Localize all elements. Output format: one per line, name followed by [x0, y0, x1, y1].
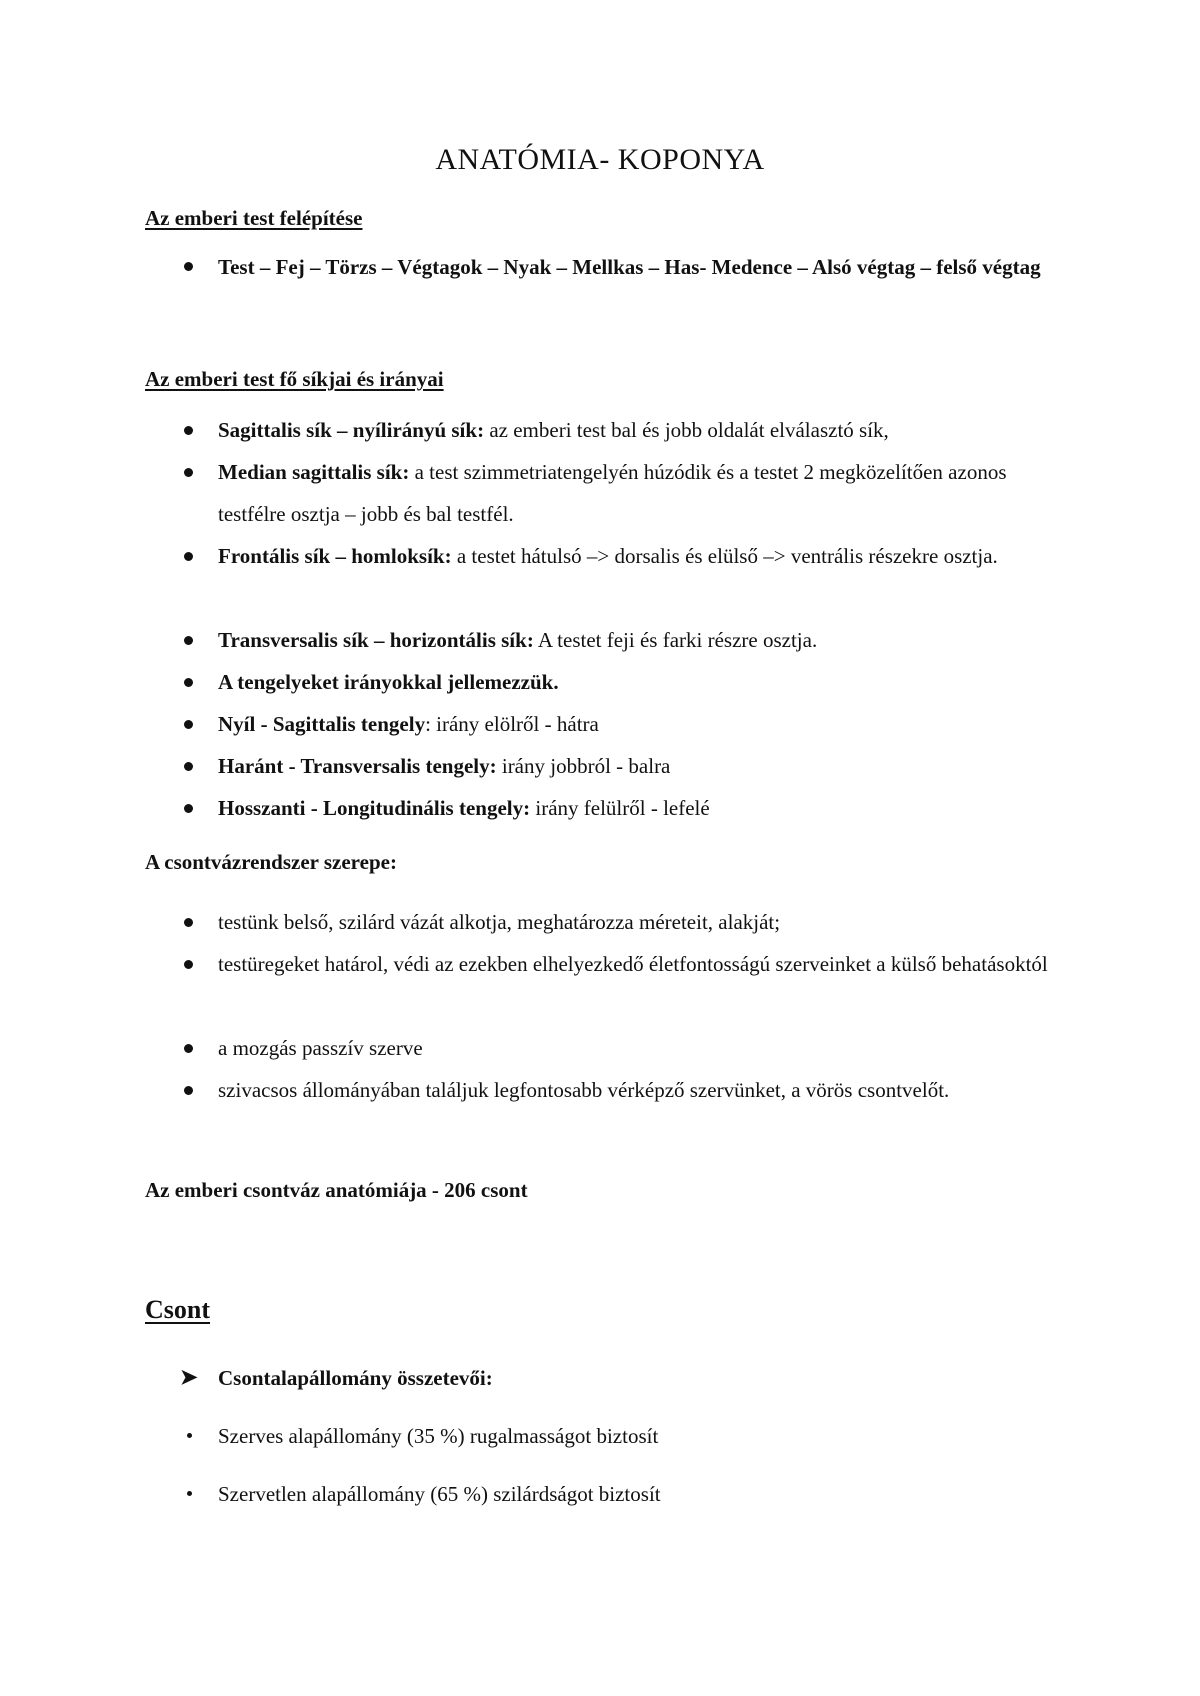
bullet-icon [184, 918, 193, 927]
list-item [218, 409, 1068, 451]
bullet-icon [184, 552, 193, 561]
heading-skeleton-anatomy: Az emberi csontváz anatómiája - 206 csont [145, 1178, 528, 1202]
list-item: Szervetlen alapállomány (65 %) szilárdságot biztosít [218, 1482, 661, 1506]
definition: a test szimmetriatengelyén húzódik és a testet 2 megközelítően azonos testfélre osztja – jobb és bal testfél. [218, 460, 1007, 526]
definition: A testet feji és farki részre osztja. [533, 628, 818, 652]
list-item: Szerves alapállomány (35 %) rugalmasságot biztosít [218, 1424, 659, 1448]
list-item [218, 703, 1068, 745]
list-item [218, 619, 1068, 661]
list-item: testünk belső, szilárd vázát alkotja, meghatározza méreteit, alakját; [218, 910, 781, 934]
definition: az emberi test bal és jobb oldalát elválasztó sík, [484, 418, 889, 442]
term: Nyíl - Sagittalis tengely [218, 712, 426, 736]
list-item: a mozgás passzív szerve [218, 1036, 423, 1060]
list-item [218, 535, 1068, 577]
list-item [218, 745, 1068, 787]
bullet-icon [184, 468, 193, 477]
term: Haránt - Transversalis tengely: [218, 754, 497, 778]
list-item [218, 787, 1068, 829]
bullet-icon [184, 426, 193, 435]
definition: a testet hátulsó –> dorsalis és elülső –> ventrális részekre osztja. [451, 544, 998, 568]
term: Sagittalis sík – nyílirányú sík: [218, 418, 485, 442]
heading-skeleton-role: A csontvázrendszer szerepe: [145, 850, 397, 874]
term: Hosszanti - Longitudinális tengely: [218, 796, 531, 820]
bullet-icon [184, 762, 193, 771]
bullet-icon [184, 960, 193, 969]
bullet-icon [187, 1491, 192, 1496]
list-item: Test – Fej – Törzs – Végtagok – Nyak – Mellkas – Has- Medence – Alsó végtag – felső végtag [218, 255, 1041, 279]
list-item [218, 451, 1068, 535]
bullet-icon [184, 720, 193, 729]
bullet-icon [184, 678, 193, 687]
definition: irány felülről - lefelé [530, 796, 710, 820]
term: Median sagittalis sík: [218, 460, 410, 484]
bullet-icon [184, 1044, 193, 1053]
subheading-bone-matrix: Csontalapállomány összetevői: [218, 1366, 493, 1390]
definition: irány jobbról - balra [496, 754, 671, 778]
section-title-bone: Csont [145, 1295, 211, 1324]
term: Frontális sík – homloksík: [218, 544, 452, 568]
page-title: ANATÓMIA- KOPONYA [435, 143, 765, 176]
heading-body-structure: Az emberi test felépítése [145, 206, 363, 230]
list-item: testüregeket határol, védi az ezekben elhelyezkedő életfontosságú szerveinket a külső behatásoktól [218, 952, 1048, 976]
bullet-icon [184, 262, 193, 271]
bullet-icon [184, 636, 193, 645]
list-item: szivacsos állományában találjuk legfontosabb vérképző szervünket, a vörös csontvelőt. [218, 1078, 950, 1102]
bullet-icon [184, 1086, 193, 1095]
bullet-icon [187, 1433, 192, 1438]
term: Transversalis sík – horizontális sík: [218, 628, 534, 652]
definition: : irány elölről - hátra [425, 712, 599, 736]
bullet-icon [184, 804, 193, 813]
term: A tengelyeket irányokkal jellemezzük. [218, 670, 559, 694]
list-item [218, 661, 1068, 703]
heading-planes-directions: Az emberi test fő síkjai és irányai [145, 367, 444, 391]
arrow-bullet-icon: ➤ [180, 1365, 198, 1389]
